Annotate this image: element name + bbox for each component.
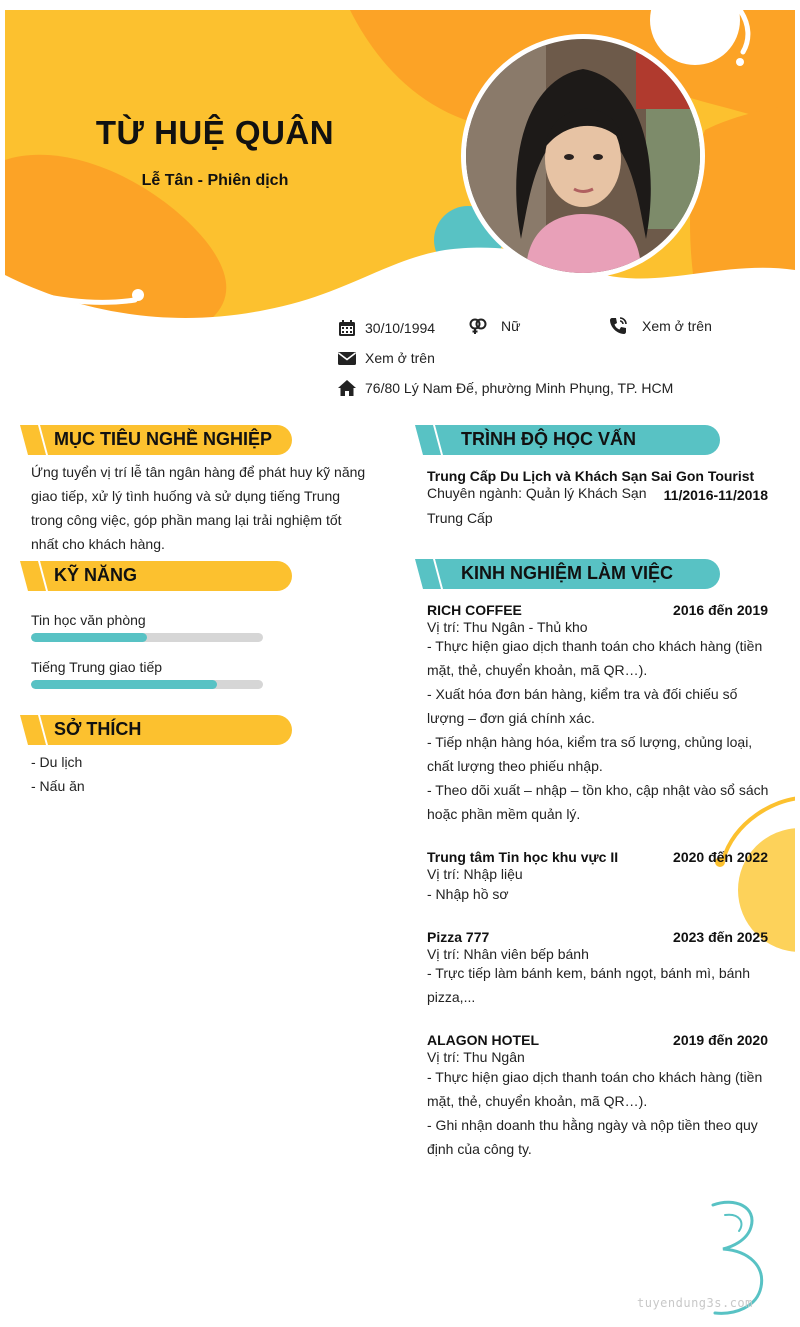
job-line: mặt, thẻ, chuyển khoản, mã QR…). <box>427 662 648 678</box>
job-line: - Thực hiện giao dịch thanh toán cho khách hàng (tiền <box>427 1069 763 1085</box>
gender-icon <box>468 316 488 336</box>
job-description <box>427 634 772 826</box>
job-description <box>427 961 772 1009</box>
skill-bar <box>31 633 263 642</box>
objective-text <box>31 460 371 556</box>
job-line: - Xuất hóa đơn bán hàng, kiểm tra và đối chiếu số <box>427 686 738 702</box>
job-company: Pizza 777 <box>427 929 490 945</box>
education-period: 11/2016-11/2018 <box>663 487 768 503</box>
watermark: tuyendung3s.com <box>637 1296 753 1310</box>
phone-row <box>608 316 712 336</box>
calendar-icon <box>337 318 357 338</box>
job-line: - Thực hiện giao dịch thanh toán cho khách hàng (tiền <box>427 638 763 654</box>
job-line: - Ghi nhận doanh thu hằng ngày và nộp tiền theo quy <box>427 1117 758 1133</box>
envelope-icon <box>337 348 357 368</box>
job-period: 2019 đến 2020 <box>673 1032 768 1048</box>
candidate-role: Lễ Tân - Phiên dịch <box>141 172 289 189</box>
objective-line: Ứng tuyển vị trí lễ tân ngân hàng để phát huy kỹ năng <box>31 464 366 480</box>
job-position: Vị trí: Nhân viên bếp bánh <box>427 946 589 962</box>
education-level: Trung Cấp <box>427 510 493 526</box>
objective-line: nhất cho khách hàng. <box>31 536 165 552</box>
job-line: lượng – đơn giá chính xác. <box>427 710 595 726</box>
hobby-item: - Nấu ăn <box>31 778 85 794</box>
job-position: Vị trí: Thu Ngân - Thủ kho <box>427 619 588 635</box>
skill-bar-fill <box>31 680 217 689</box>
phone-icon <box>608 316 628 336</box>
objective-heading: MỤC TIÊU NGHỀ NGHIỆP <box>54 429 273 449</box>
job-company: RICH COFFEE <box>427 602 522 618</box>
skills-heading: KỸ NĂNG <box>54 565 138 585</box>
home-icon <box>337 378 357 398</box>
birthday-row <box>337 318 435 338</box>
skill-bar-fill <box>31 633 147 642</box>
experience-header <box>415 559 720 589</box>
phone-value: Xem ở trên <box>642 318 712 334</box>
skill-bar <box>31 680 263 689</box>
experience-heading: KINH NGHIỆM LÀM VIỆC <box>461 563 674 583</box>
hobbies-heading: SỞ THÍCH <box>54 719 142 739</box>
candidate-name: TỪ HUỆ QUÂN <box>95 114 335 151</box>
skills-header <box>20 561 292 591</box>
skill-label: Tin học văn phòng <box>31 612 146 628</box>
job-period: 2020 đến 2022 <box>673 849 768 865</box>
objective-line: giao tiếp, xử lý tình huống và sử dụng tiếng Trung <box>31 488 341 504</box>
job-line: - Tiếp nhận hàng hóa, kiểm tra số lượng, chủng loại, <box>427 734 753 750</box>
job-description <box>427 1065 772 1161</box>
address-value: 76/80 Lý Nam Đế, phường Minh Phụng, TP. HCM <box>365 380 674 396</box>
job-description <box>427 882 772 906</box>
hobbies-list <box>31 750 231 798</box>
objective-header <box>20 425 292 455</box>
job-company: Trung tâm Tin học khu vực II <box>427 849 619 865</box>
job-line: chất lượng theo phiếu nhập. <box>427 758 603 774</box>
education-header <box>415 425 720 455</box>
gender-row <box>468 316 520 336</box>
job-line: định của công ty. <box>427 1141 532 1157</box>
email-value: Xem ở trên <box>365 350 435 366</box>
job-line: - Nhập hồ sơ <box>427 886 509 902</box>
profile-photo <box>466 39 700 273</box>
job-period: 2016 đến 2019 <box>673 602 768 618</box>
hobby-item: - Du lịch <box>31 754 83 770</box>
birthday-value: 30/10/1994 <box>365 320 436 336</box>
education-school: Trung Cấp Du Lịch và Khách Sạn Sai Gon Tourist <box>427 468 755 484</box>
job-line: - Trực tiếp làm bánh kem, bánh ngọt, bánh mì, bánh <box>427 965 750 981</box>
job-line: hoặc phần mềm quản lý. <box>427 806 581 822</box>
job-period: 2023 đến 2025 <box>673 929 768 945</box>
job-company: ALAGON HOTEL <box>427 1032 539 1048</box>
email-row <box>337 348 435 368</box>
education-heading: TRÌNH ĐỘ HỌC VẤN <box>461 429 636 449</box>
objective-line: trong công việc, góp phần mang lại trải nghiệm tốt <box>31 512 342 528</box>
gender-value: Nữ <box>501 318 521 334</box>
resume-page <box>5 10 795 1320</box>
job-line: mặt, thẻ, chuyển khoản, mã QR…). <box>427 1093 648 1109</box>
job-position: Vị trí: Nhập liệu <box>427 866 523 882</box>
skill-label: Tiếng Trung giao tiếp <box>31 659 163 675</box>
education-major: Chuyên ngành: Quản lý Khách Sạn <box>427 485 647 501</box>
job-line: pizza,... <box>427 989 476 1005</box>
job-position: Vị trí: Thu Ngân <box>427 1049 525 1065</box>
hobbies-header <box>20 715 292 745</box>
address-row <box>337 378 673 398</box>
avatar <box>461 34 705 278</box>
job-line: - Theo dõi xuất – nhập – tồn kho, cập nhật vào sổ sách <box>427 782 769 798</box>
